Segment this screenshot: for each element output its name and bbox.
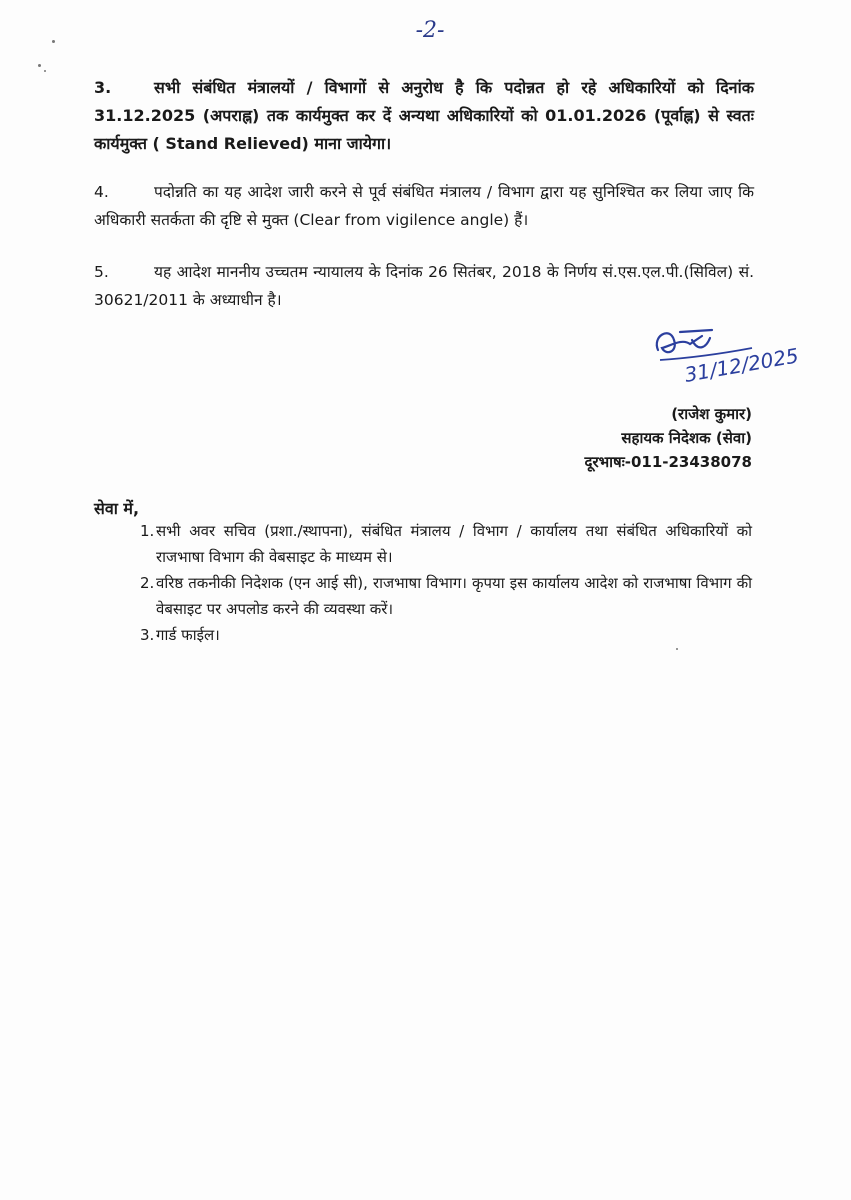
signature-block	[540, 402, 752, 474]
paragraph-number: 3.	[94, 78, 112, 97]
list-item-text: सभी अवर सचिव (प्रशा./स्थापना), संबंधित मंत्रालय / विभाग / कार्यालय तथा संबंधित अधिकारियों को राजभाषा विभाग की वेबसाइट के माध्यम से।	[156, 522, 752, 566]
scan-speck	[44, 70, 46, 72]
paragraph-5	[94, 258, 754, 314]
signatory-phone: दूरभाषः-011-23438078	[584, 453, 752, 471]
paragraph-text: यह आदेश माननीय उच्चतम न्यायालय के दिनांक 26 सितंबर, 2018 के निर्णय सं.एस.एल.पी.(सिविल) सं. 30621/2011 के अध्याधीन है।	[94, 263, 754, 309]
list-item-text: वरिष्ठ तकनीकी निदेशक (एन आई सी), राजभाषा विभाग। कृपया इस कार्यालय आदेश को राजभाषा विभाग की वेबसाइट पर अपलोड करने की व्यवस्था करें।	[156, 574, 752, 618]
paragraph-text: पदोन्नति का यह आदेश जारी करने से पूर्व संबंधित मंत्रालय / विभाग द्वारा यह सुनिश्चित कर लिया जाए कि अधिकारी सतर्कता की दृष्टि से मुक्त (Clear from vigilence angle) हैं।	[94, 183, 754, 229]
paragraph-4	[94, 178, 754, 234]
list-item-number: 2.	[140, 574, 155, 592]
handwritten-date: 31/12/2025	[682, 343, 801, 387]
scan-speck	[52, 40, 55, 43]
paragraph-number: 4.	[94, 183, 109, 201]
distribution-heading: सेवा में,	[94, 499, 140, 518]
paragraph-3	[94, 74, 754, 158]
scan-speck	[676, 648, 678, 650]
signatory-designation: सहायक निदेशक (सेवा)	[621, 429, 752, 447]
list-item-number: 3.	[140, 626, 155, 644]
scan-speck	[38, 64, 41, 67]
page-number: -2-	[415, 18, 445, 43]
signatory-name: (राजेश कुमार)	[671, 405, 752, 423]
list-item	[140, 518, 752, 570]
distribution-list	[140, 518, 752, 648]
list-item-text: गार्ड फाईल।	[156, 626, 220, 644]
list-item-number: 1.	[140, 522, 155, 540]
list-item	[140, 622, 752, 648]
handwritten-signature	[640, 318, 801, 398]
paragraph-number: 5.	[94, 263, 109, 281]
paragraph-text: सभी संबंधित मंत्रालयों / विभागों से अनुरोध है कि पदोन्नत हो रहे अधिकारियों को दिनांक 31.12.2025 (अपराह्न) तक कार्यमुक्त कर दें अन्यथा अधिकारियों को 01.01.2026 (पूर्वाह्न) से स्वतः कार्यमुक्त ( Stand Relieved) माना जायेगा।	[94, 78, 754, 153]
list-item	[140, 570, 752, 622]
